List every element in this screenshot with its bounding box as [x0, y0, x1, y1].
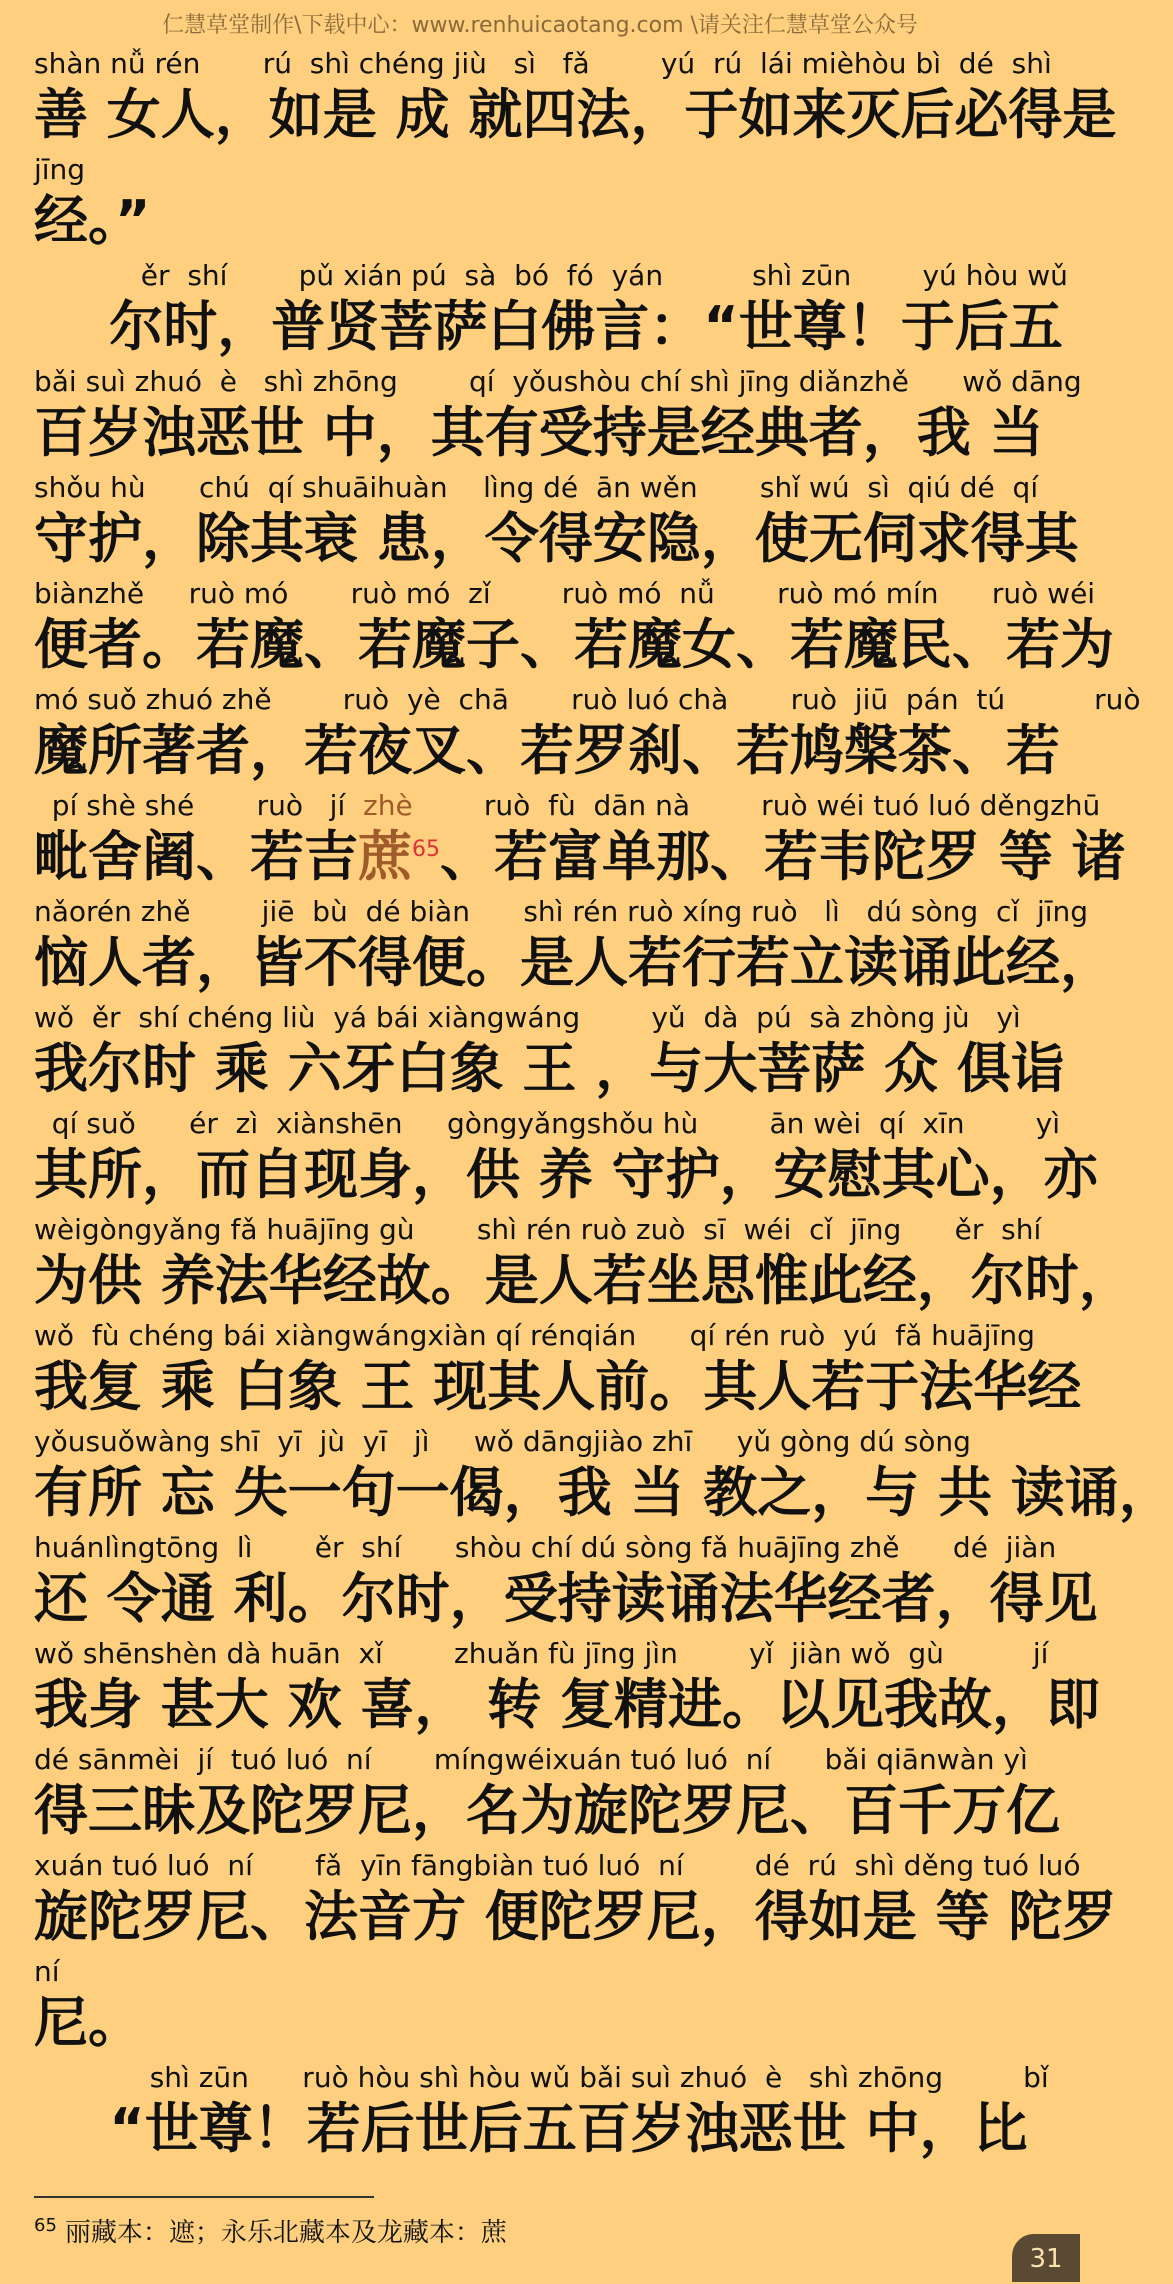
footnote-divider — [34, 2196, 374, 2198]
footnote-text: 丽藏本：遮；永乐北藏本及龙藏本：蔗 — [64, 2218, 507, 2248]
hanzi-line: 经。” — [34, 189, 151, 252]
hanzi-line: 我复 乘 白象 王 现其人前。其人若于法华经 — [34, 1355, 1082, 1418]
footnote-ref-hanzi: 蔗 — [358, 825, 412, 888]
text-line — [34, 892, 1114, 998]
hanzi-segment: 、若富单那、若韦陀罗 等 诸 — [440, 825, 1126, 888]
text-line — [34, 998, 1065, 1104]
text-line — [34, 256, 1068, 362]
pinyin-line: dé sānmèi jí tuó luó ní míngwéixuán tuó luó ní bǎi qiānwàn yì — [34, 1743, 1028, 1776]
text-line — [34, 574, 1114, 680]
text-line — [34, 2058, 1049, 2164]
footnote — [34, 2212, 507, 2249]
hanzi-line: 守护，除其衰 患，令得安隐，使无伺求得其 — [34, 507, 1079, 570]
hanzi-line — [34, 825, 1126, 892]
pinyin-line: mó suǒ zhuó zhě ruò yè chā ruò luó chà ruò jiū pán tú ruò — [34, 683, 1141, 716]
pinyin-line: nǎorén zhě jiē bù dé biàn shì rén ruò xíng ruò lì dú sòng cǐ jīng — [34, 895, 1089, 928]
text-line — [34, 786, 1126, 892]
pinyin-line — [34, 786, 1101, 826]
pinyin-line: xuán tuó luó ní fǎ yīn fāngbiàn tuó luó ní dé rú shì děng tuó luó — [34, 1849, 1081, 1882]
pinyin-line: wèigòngyǎng fǎ huājīng gù shì rén ruò zuò sī wéi cǐ jīng ěr shí — [34, 1213, 1042, 1246]
pinyin-line: wǒ ěr shí chéng liù yá bái xiàngwáng yǔ dà pú sà zhòng jù yì — [34, 1001, 1021, 1034]
footnote-number: 65 — [34, 2215, 57, 2237]
pinyin-line: ěr shí pǔ xián pú sà bó fó yán shì zūn yú hòu wǔ — [34, 259, 1068, 292]
page-number: 31 — [1012, 2234, 1080, 2282]
hanzi-line: 为供 养法华经故。是人若坐思惟此经，尔时， — [34, 1249, 1133, 1312]
text-line — [34, 1316, 1082, 1422]
text-line — [34, 1952, 1046, 2058]
hanzi-line: 便者。若魔、若魔子、若魔女、若魔民、若为 — [34, 613, 1114, 676]
pinyin-line: qí suǒ ér zì xiànshēn gòngyǎngshǒu hù ān wèi qí xīn yì — [34, 1107, 1060, 1140]
pinyin-line: shǒu hù chú qí shuāihuàn lìng dé ān wěn shǐ wú sì qiú dé qí — [34, 471, 1039, 504]
page-header: 仁慧草堂制作\下载中心：www.renhuicaotang.com \请关注仁慧草堂公众号 — [162, 13, 918, 38]
footnote-marker[interactable]: 65 — [412, 837, 440, 862]
pinyin-line: wǒ fù chéng bái xiàngwángxiàn qí rénqián qí rén ruò yú fǎ huājīng — [34, 1319, 1035, 1352]
text-line — [34, 1846, 1117, 1952]
hanzi-line: 旋陀罗尼、法音方 便陀罗尼，得如是 等 陀罗 — [34, 1885, 1117, 1948]
hanzi-line: 有所 忘 失一句一偈，我 当 教之，与 共 读诵， — [34, 1461, 1173, 1524]
text-line — [34, 44, 1117, 150]
scripture-text — [34, 44, 1173, 2164]
pinyin-line: biànzhě ruò mó ruò mó zǐ ruò mó nǚ ruò mó mín ruò wéi — [34, 577, 1096, 610]
hanzi-line: 得三昧及陀罗尼，名为旋陀罗尼、百千万亿 — [34, 1779, 1060, 1842]
text-line — [34, 1104, 1098, 1210]
text-line — [34, 680, 1141, 786]
text-line — [34, 1634, 1100, 1740]
pinyin-line: ní — [34, 1955, 60, 1988]
hanzi-line: 百岁浊恶世 中，其有受持是经典者，我 当 — [34, 401, 1044, 464]
hanzi-line: 尔时，普贤菩萨白佛言：“世尊！于后五 — [34, 295, 1063, 358]
hanzi-line: “世尊！若后世后五百岁浊恶世 中，比 — [34, 2097, 1028, 2160]
pinyin-segment: pí shè shé ruò jí — [34, 789, 364, 822]
pinyin-line: bǎi suì zhuó è shì zhōng qí yǒushòu chí shì jīng diǎnzhě wǒ dāng — [34, 365, 1082, 398]
text-line — [34, 1528, 1098, 1634]
pinyin-segment: ruò fù dān nà ruò wéi tuó luó děngzhū — [412, 789, 1101, 822]
footnote-ref-pinyin: zhè — [363, 789, 413, 822]
hanzi-line: 其所，而自现身，供 养 守护，安慰其心，亦 — [34, 1143, 1098, 1206]
pinyin-line: jīng — [34, 153, 86, 186]
text-line — [34, 468, 1079, 574]
text-line — [34, 1422, 1173, 1528]
pinyin-line: yǒusuǒwàng shī yī jù yī jì wǒ dāngjiào zhī yǔ gòng dú sòng — [34, 1425, 971, 1458]
hanzi-line: 恼人者，皆不得便。是人若行若立读诵此经， — [34, 931, 1114, 994]
pinyin-line: shì zūn ruò hòu shì hòu wǔ bǎi suì zhuó è shì zhōng bǐ — [34, 2061, 1049, 2094]
text-line — [34, 362, 1082, 468]
hanzi-line: 尼。 — [34, 1991, 142, 2054]
hanzi-line: 我身 甚大 欢 喜， 转 复精进。以见我故，即 — [34, 1673, 1100, 1736]
hanzi-line: 魔所著者，若夜叉、若罗刹、若鸠槃茶、若 — [34, 719, 1060, 782]
hanzi-segment: 毗舍阇、若吉 — [34, 825, 358, 888]
pinyin-line: wǒ shēnshèn dà huān xǐ zhuǎn fù jīng jìn yǐ jiàn wǒ gù jí — [34, 1637, 1049, 1670]
hanzi-line: 我尔时 乘 六牙白象 王 ，与大菩萨 众 俱诣 — [34, 1037, 1065, 1100]
text-line — [34, 1210, 1133, 1316]
text-line — [34, 1740, 1060, 1846]
hanzi-line: 还 令通 利。尔时，受持读诵法华经者，得见 — [34, 1567, 1098, 1630]
pinyin-line: huánlìngtōng lì ěr shí shòu chí dú sòng fǎ huājīng zhě dé jiàn — [34, 1531, 1057, 1564]
hanzi-line: 善 女人，如是 成 就四法，于如来灭后必得是 — [34, 83, 1117, 146]
text-line — [34, 150, 1046, 256]
pinyin-line: shàn nǚ rén rú shì chéng jiù sì fǎ yú rú lái mièhòu bì dé shì — [34, 47, 1052, 80]
